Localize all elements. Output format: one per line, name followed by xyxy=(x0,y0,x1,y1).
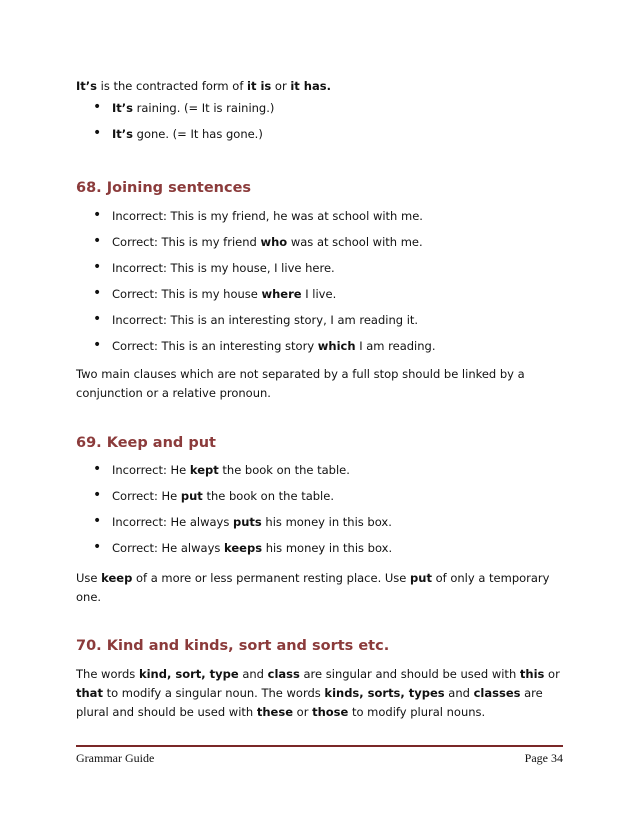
bullet-icon: • xyxy=(93,311,102,327)
bullet-icon: • xyxy=(93,233,102,249)
page-number: Page 34 xyxy=(524,751,563,765)
intro-term: It’s xyxy=(76,79,97,93)
list-item: • Incorrect: He always puts his money in this box. xyxy=(93,513,392,529)
footer-divider xyxy=(76,745,563,747)
list-item: • Correct: This is my friend who was at school with me. xyxy=(93,233,423,249)
list-item: • Correct: He put the book on the table. xyxy=(93,487,334,503)
list-item: • Incorrect: This is an interesting story, I am reading it. xyxy=(93,311,419,327)
list-item: • Correct: He always keeps his money in this box. xyxy=(93,539,393,555)
list-item: • Correct: This is an interesting story which I am reading. xyxy=(93,337,436,353)
bullet-icon: • xyxy=(93,539,102,555)
joining-sentences-paragraph: Two main clauses which are not separated by a full stop should be linked by a conjunction or a relative pronoun. xyxy=(76,367,525,400)
bullet-icon: • xyxy=(93,99,102,115)
joining-sentences-list xyxy=(0,208,560,354)
footer-title: Grammar Guide xyxy=(76,751,155,765)
list-item: • Incorrect: This is my house, I live here. xyxy=(93,259,335,275)
kind-sort-paragraph: The words kind, sort, type and class are singular and should be used with this or that to modify a singular noun. The words kinds, sorts, types and classes are plural and should be used with these or those to modify plural nouns. xyxy=(76,667,560,719)
bullet-icon: • xyxy=(93,259,102,275)
keep-put-paragraph: Use keep of a more or less permanent resting place. Use put of only a temporary one. xyxy=(76,571,550,604)
list-item: • Incorrect: This is my friend, he was at school with me. xyxy=(93,207,423,223)
bullet-icon: • xyxy=(93,461,102,477)
its-examples-list xyxy=(0,100,560,142)
bullet-icon: • xyxy=(93,337,102,353)
section-heading-70: 70. Kind and kinds, sort and sorts etc. xyxy=(76,638,390,654)
bullet-icon: • xyxy=(93,487,102,503)
bullet-icon: • xyxy=(93,513,102,529)
list-item: • Correct: This is my house where I live. xyxy=(93,285,337,301)
list-item: • It’s raining. (= It is raining.) xyxy=(93,99,275,115)
list-item: • It’s gone. (= It has gone.) xyxy=(93,125,263,141)
bullet-icon: • xyxy=(93,125,102,141)
bullet-icon: • xyxy=(93,207,102,223)
bullet-icon: • xyxy=(93,285,102,301)
list-item: • Incorrect: He kept the book on the table. xyxy=(93,461,350,477)
section-heading-68: 68. Joining sentences xyxy=(76,180,252,196)
intro-line: It’s is the contracted form of it is or it has. xyxy=(76,79,331,93)
keep-put-list xyxy=(0,462,560,556)
section-heading-69: 69. Keep and put xyxy=(76,435,216,451)
